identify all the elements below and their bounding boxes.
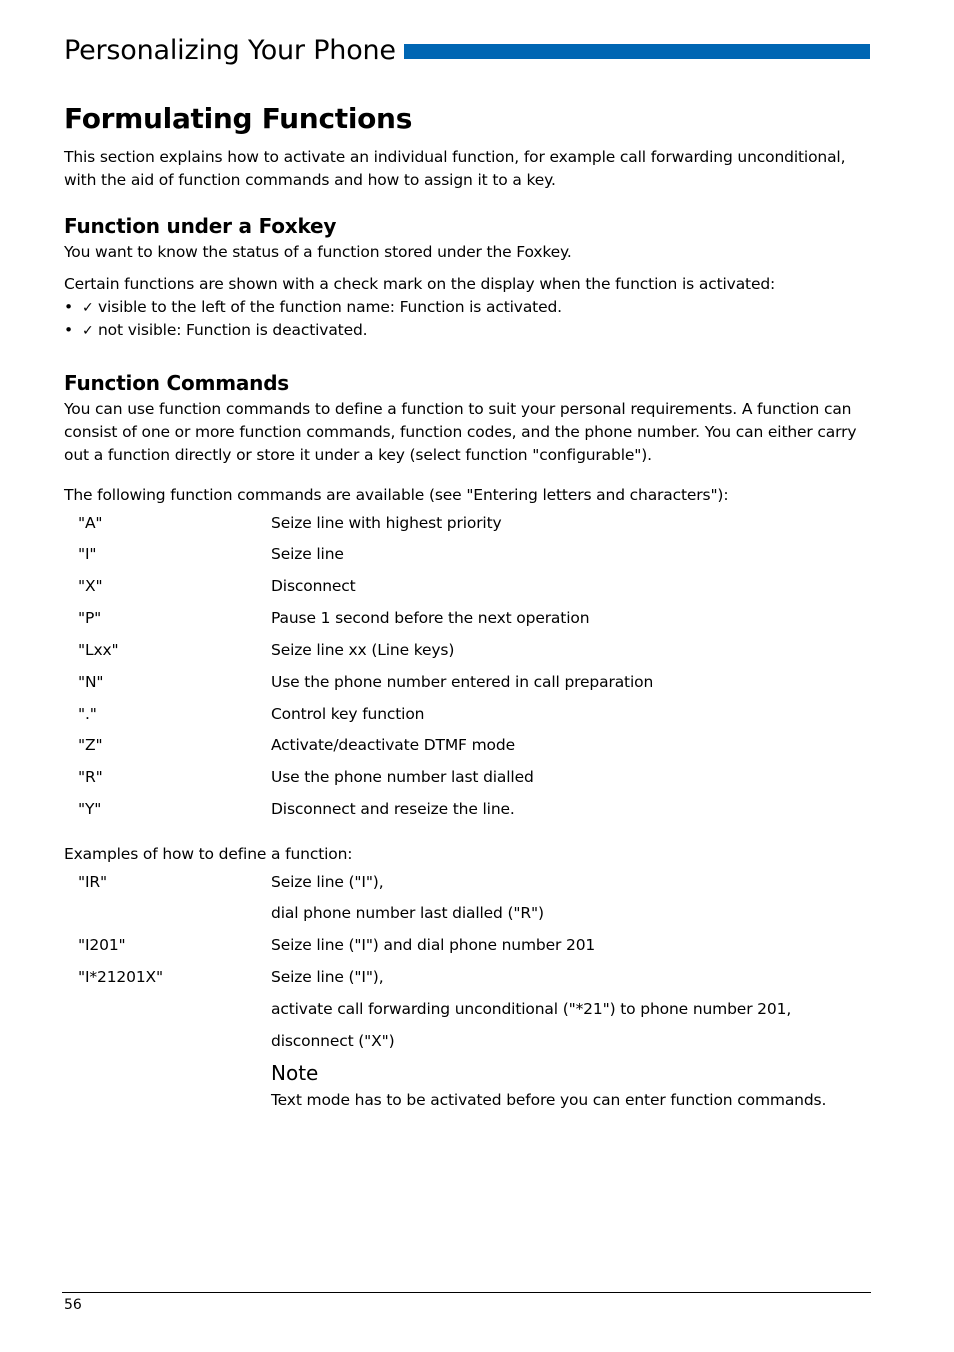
example-description: dial phone number last dialled ("R") <box>271 904 544 922</box>
chapter-header <box>64 30 870 70</box>
commands-paragraph-1: You can use function commands to define a function to suit your personal requirements. A function can consist of one or more function commands, function codes, and the phone number. You can either carry out a function directly or store it under a key (select function "configurable"). <box>64 400 857 464</box>
example-description: Seize line ("I") and dial phone number 201 <box>271 936 596 954</box>
note-title: Note <box>271 1061 319 1085</box>
foxkey-heading: Function under a Foxkey <box>64 214 337 238</box>
chapter-title: Personalizing Your Phone <box>64 34 396 66</box>
commands-paragraph-2: The following function commands are available (see "Entering letters and characters"): <box>64 486 729 504</box>
command-code: "I" <box>78 545 97 563</box>
commands-heading: Function Commands <box>64 371 290 395</box>
foxkey-paragraph-1: You want to know the status of a function stored under the Foxkey. <box>64 243 572 261</box>
command-description: Control key function <box>271 705 425 723</box>
command-description: Seize line with highest priority <box>271 514 502 532</box>
example-description: Seize line ("I"), <box>271 873 384 891</box>
example-code: "I*21201X" <box>78 968 164 986</box>
page-title: Formulating Functions <box>64 102 413 135</box>
command-code: "Y" <box>78 800 102 818</box>
bullet-dot: • <box>64 298 73 316</box>
bullet-text: visible to the left of the function name: Function is activated. <box>98 298 562 316</box>
command-description: Use the phone number entered in call preparation <box>271 673 654 691</box>
foxkey-bullet <box>64 319 367 343</box>
page-number: 56 <box>64 1297 82 1313</box>
command-code: "R" <box>78 768 103 786</box>
command-code: "X" <box>78 577 103 595</box>
command-description: Disconnect <box>271 577 356 595</box>
command-description: Use the phone number last dialled <box>271 768 534 786</box>
chapter-header-bar <box>404 44 870 59</box>
note-text: Text mode has to be activated before you can enter function commands. <box>271 1091 827 1109</box>
command-code: "P" <box>78 609 102 627</box>
foxkey-bullet <box>64 296 562 320</box>
examples-intro: Examples of how to define a function: <box>64 845 353 863</box>
command-description: Seize line <box>271 545 344 563</box>
command-code: "A" <box>78 514 103 532</box>
example-description: activate call forwarding unconditional ("*21") to phone number 201, <box>271 1000 792 1018</box>
command-description: Disconnect and reseize the line. <box>271 800 515 818</box>
check-mark-icon: ✓ <box>82 323 94 339</box>
command-code: "N" <box>78 673 104 691</box>
intro-paragraph: This section explains how to activate an individual function, for example call forwarding unconditional, with the aid of function commands and how to assign it to a key. <box>64 148 846 189</box>
example-code: "IR" <box>78 873 107 891</box>
command-description: Seize line xx (Line keys) <box>271 641 455 659</box>
command-code: "." <box>78 705 97 723</box>
command-description: Pause 1 second before the next operation <box>271 609 590 627</box>
command-code: "Lxx" <box>78 641 119 659</box>
check-mark-icon: ✓ <box>82 300 94 316</box>
footer-divider <box>62 1292 871 1293</box>
command-description: Activate/deactivate DTMF mode <box>271 736 515 754</box>
example-code: "I201" <box>78 936 126 954</box>
bullet-text: not visible: Function is deactivated. <box>98 321 368 339</box>
example-description: disconnect ("X") <box>271 1032 395 1050</box>
bullet-dot: • <box>64 321 73 339</box>
example-description: Seize line ("I"), <box>271 968 384 986</box>
foxkey-paragraph-2: Certain functions are shown with a check mark on the display when the function is activated: <box>64 275 776 293</box>
command-code: "Z" <box>78 736 103 754</box>
